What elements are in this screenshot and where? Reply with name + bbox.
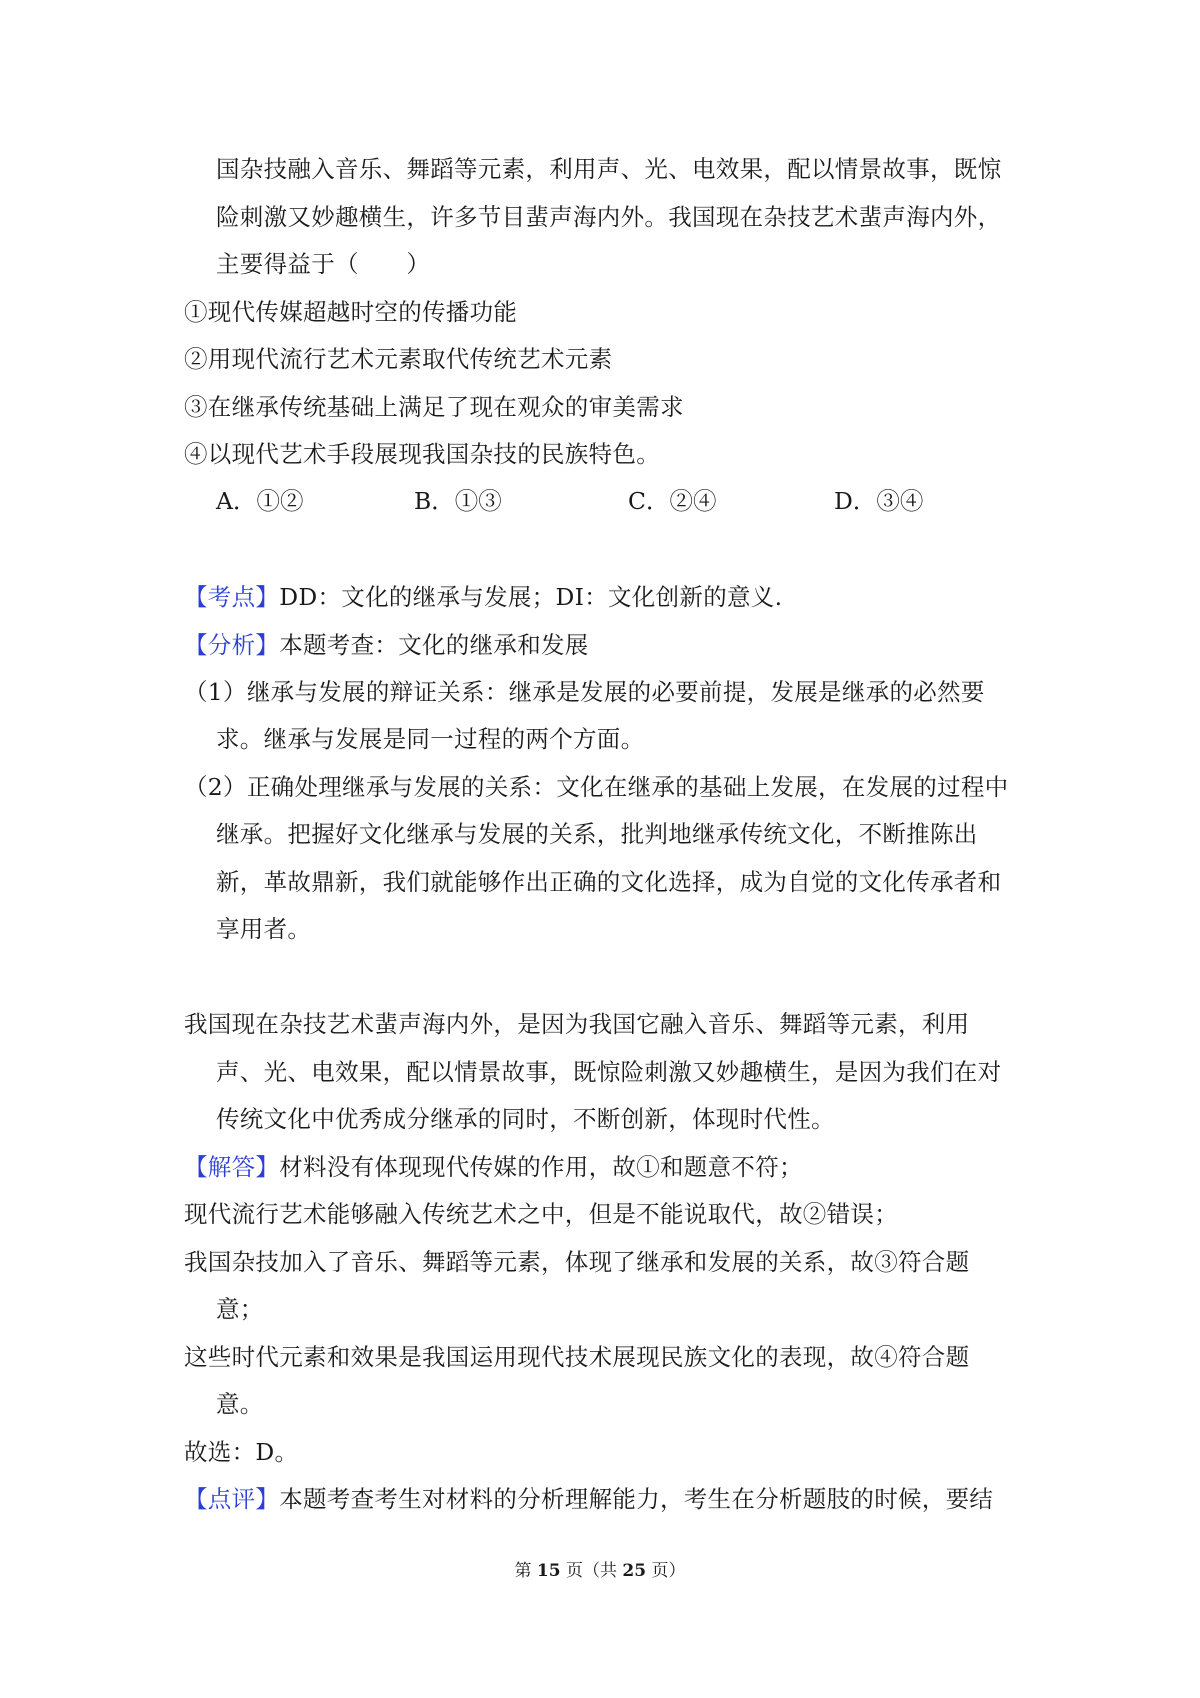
- fenxi-line: 享用者。: [216, 915, 312, 943]
- page-footer: [0, 1559, 1200, 1583]
- dianping-tag: 【点评】: [184, 1485, 280, 1513]
- fenxi-line: （2）正确处理继承与发展的关系：文化在继承的基础上发展，在发展的过程中: [184, 773, 1009, 801]
- fenxi-line: 新，革故鼎新，我们就能够作出正确的文化选择，成为自觉的文化传承者和: [216, 868, 1002, 896]
- fenxi-para-line: 传统文化中优秀成分继承的同时，不断创新，体现时代性。: [216, 1105, 835, 1133]
- footer-page-number: 15: [536, 1561, 561, 1581]
- footer-prefix: 第: [514, 1561, 532, 1581]
- jieda-line: 意；: [216, 1295, 264, 1323]
- fenxi-line: （1）继承与发展的辩证关系：继承是发展的必要前提，发展是继承的必然要: [184, 678, 985, 706]
- kaodian-text: DD：文化的继承与发展；DI：文化创新的意义.: [279, 583, 783, 611]
- dianping-section: [184, 1483, 993, 1515]
- kaodian-tag: 【考点】: [184, 583, 280, 611]
- footer-suffix: 页）: [651, 1561, 686, 1581]
- jieda-text: 材料没有体现现代传媒的作用，故①和题意不符；: [279, 1153, 803, 1181]
- jieda-line: 现代流行艺术能够融入传统艺术之中，但是不能说取代，故②错误；: [184, 1200, 898, 1228]
- fenxi-para-line: 我国现在杂技艺术蜚声海内外，是因为我国它融入音乐、舞蹈等元素，利用: [184, 1010, 970, 1038]
- fenxi-line: 求。继承与发展是同一过程的两个方面。: [216, 725, 645, 753]
- statement-3: ③在继承传统基础上满足了现在观众的审美需求: [184, 393, 684, 421]
- fenxi-text: 本题考查：文化的继承和发展: [279, 631, 589, 659]
- fenxi-line: 继承。把握好文化继承与发展的关系，批判地继承传统文化，不断推陈出: [216, 820, 978, 848]
- option-c: C．②④: [628, 487, 717, 515]
- question-stem-line: 险刺激又妙趣横生，许多节目蜚声海内外。我国现在杂技艺术蜚声海内外，: [216, 203, 1002, 231]
- option-b: B．①③: [414, 487, 502, 515]
- statement-4: ④以现代艺术手段展现我国杂技的民族特色。: [184, 440, 660, 468]
- dianping-text: 本题考查考生对材料的分析理解能力，考生在分析题肢的时候，要结: [279, 1485, 994, 1513]
- kaodian-section: [184, 581, 782, 613]
- question-stem-line: 主要得益于（ ）: [216, 250, 431, 278]
- jieda-line: 这些时代元素和效果是我国运用现代技术展现民族文化的表现，故④符合题: [184, 1343, 970, 1371]
- fenxi-tag: 【分析】: [184, 631, 280, 659]
- option-a: A．①②: [216, 487, 304, 515]
- footer-total-pages: 25: [622, 1561, 647, 1581]
- statement-1: ①现代传媒超越时空的传播功能: [184, 298, 518, 326]
- jieda-line: 我国杂技加入了音乐、舞蹈等元素，体现了继承和发展的关系，故③符合题: [184, 1248, 970, 1276]
- fenxi-para-line: 声、光、电效果，配以情景故事，既惊险刺激又妙趣横生，是因为我们在对: [216, 1058, 1002, 1086]
- jieda-tag: 【解答】: [184, 1153, 280, 1181]
- footer-middle: 页（共: [566, 1561, 617, 1581]
- statement-2: ②用现代流行艺术元素取代传统艺术元素: [184, 345, 613, 373]
- fenxi-section: [184, 629, 589, 661]
- option-d: D．③④: [834, 487, 924, 515]
- jieda-line: 故选：D。: [184, 1438, 299, 1466]
- jieda-section: [184, 1151, 803, 1183]
- question-stem-line: 国杂技融入音乐、舞蹈等元素，利用声、光、电效果，配以情景故事，既惊: [216, 155, 1002, 183]
- jieda-line: 意。: [216, 1390, 264, 1418]
